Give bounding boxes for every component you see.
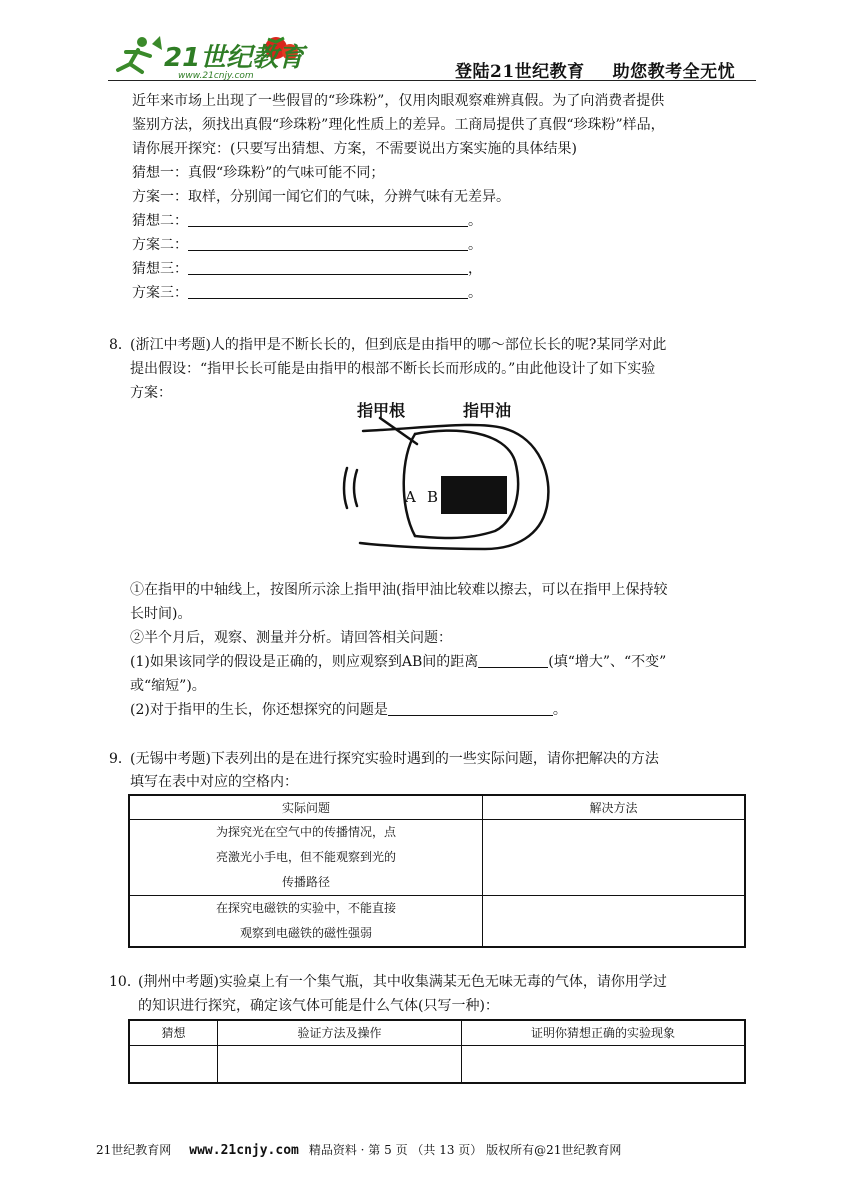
phenomenon-cell[interactable] xyxy=(462,1045,746,1083)
header-divider xyxy=(108,80,756,81)
header-slogan xyxy=(455,57,735,82)
q7-plan3: 方案三： 。 xyxy=(132,285,482,301)
svg-text:21世纪教育: 21世纪教育 xyxy=(164,43,305,73)
q8-sub2: (2)对于指甲的生长，你还想探究的问题是 。 xyxy=(130,702,567,718)
q8-line2: 提出假设：“指甲长长可能是由指甲的根部不断长长而形成的。”由此他设计了如下实验 xyxy=(130,361,656,377)
guess-cell[interactable] xyxy=(129,1045,218,1083)
table-header-row xyxy=(129,1020,745,1045)
q7-plan2: 方案二： 。 xyxy=(132,237,482,253)
question-blank[interactable] xyxy=(388,701,553,716)
q10-number: 10． xyxy=(109,974,141,990)
problem-cell-2: 在探究电磁铁的实验中，不能直接 观察到电磁铁的磁性强弱 xyxy=(129,895,483,947)
q8-step1a: ①在指甲的中轴线上，按图所示涂上指甲油(指甲油比较难以擦去，可以在指甲上保持较 xyxy=(130,582,668,598)
table-row xyxy=(129,819,745,895)
runner-icon xyxy=(118,37,150,72)
problem-cell-1: 为探究光在空气中的传播情况，点 亮激光小手电，但不能观察到光的 传播路径 xyxy=(129,819,483,895)
q8-step1b: 长时间)。 xyxy=(130,606,192,622)
footer-url[interactable]: www.21cnjy.com xyxy=(189,1143,299,1158)
label-nail-polish: 指甲油 xyxy=(463,401,512,420)
method-cell[interactable] xyxy=(218,1045,462,1083)
slogan-left: 登陆21世纪教育 xyxy=(455,62,585,82)
nail-polish-mark xyxy=(441,476,507,514)
ab-distance-blank[interactable] xyxy=(478,653,548,668)
header-problem: 实际问题 xyxy=(129,795,483,819)
q8-line1: (浙江中考题)人的指甲是不断长长的，但到底是由指甲的哪～部位长长的呢?某同学对此 xyxy=(130,337,667,353)
label-a: A xyxy=(405,488,416,506)
q7-guess1: 猜想一：真假“珍珠粉”的气味可能不同； xyxy=(132,165,385,181)
svg-text:www.21cnjy.com: www.21cnjy.com xyxy=(178,71,254,81)
q10-line1: (荆州中考题)实验桌上有一个集气瓶，其中收集满某无色无味无毒的气体，请你用学过 xyxy=(138,974,667,990)
q9-number: 9． xyxy=(109,751,132,767)
table-row xyxy=(129,895,745,947)
header-guess: 猜想 xyxy=(129,1020,218,1045)
plan3-blank[interactable] xyxy=(188,284,468,299)
q8-line3: 方案： xyxy=(130,385,172,401)
q7-line1: 近年来市场上出现了一些假冒的“珍珠粉”，仅用肉眼观察难辨真假。为了向消费者提供 xyxy=(132,93,665,109)
header-method: 验证方法及操作 xyxy=(218,1020,462,1045)
q7-line2: 鉴别方法，须找出真假“珍珠粉”理化性质上的差异。工商局提供了真假“珍珠粉”样品， xyxy=(132,117,665,133)
footer-site: 21世纪教育网 xyxy=(96,1143,172,1157)
q9-line2: 填写在表中对应的空格内： xyxy=(130,774,298,790)
q10-table xyxy=(128,1019,746,1084)
q8-step2: ②半个月后，观察、测量并分析。请回答相关问题： xyxy=(130,630,452,646)
q9-line1: (无锡中考题)下表列出的是在进行探究实验时遇到的一些实际问题，请你把解决的方法 xyxy=(130,751,659,767)
flag-icon xyxy=(152,36,162,50)
q8-sub1c: 或“缩短”)。 xyxy=(130,678,206,694)
logo-graphic xyxy=(108,30,308,86)
site-logo xyxy=(108,30,308,86)
fingernail-figure xyxy=(335,396,560,566)
q7-guess3: 猜想三： ， xyxy=(132,261,482,277)
header-solution: 解决方法 xyxy=(483,795,746,819)
q8-sub1: (1)如果该同学的假设是正确的，则应观察到AB间的距离 (填“增大”、“不变” xyxy=(130,654,667,670)
fingernail-diagram xyxy=(335,396,560,566)
q7-plan1: 方案一：取样，分别闻一闻它们的气味，分辨气味有无差异。 xyxy=(132,189,510,205)
header-phenomenon: 证明你猜想正确的实验现象 xyxy=(462,1020,746,1045)
table-header-row xyxy=(129,795,745,819)
q9-table xyxy=(128,794,746,948)
q8-number: 8． xyxy=(109,337,132,353)
slogan-right: 助您教考全无忧 xyxy=(612,62,736,82)
guess3-blank[interactable] xyxy=(188,260,468,275)
page-footer xyxy=(96,1141,621,1158)
plan2-blank[interactable] xyxy=(188,236,468,251)
table-row xyxy=(129,1045,745,1083)
label-nail-root: 指甲根 xyxy=(357,401,406,420)
guess2-blank[interactable] xyxy=(188,212,468,227)
solution-cell-1[interactable] xyxy=(483,819,746,895)
label-b: B xyxy=(427,488,439,506)
q7-guess2: 猜想二： 。 xyxy=(132,213,482,229)
solution-cell-2[interactable] xyxy=(483,895,746,947)
q7-line3: 请你展开探究：(只要写出猜想、方案，不需要说出方案实施的具体结果) xyxy=(132,141,577,157)
q10-line2: 的知识进行探究，确定该气体可能是什么气体(只写一种)： xyxy=(138,998,499,1014)
footer-info: 精品资料 · 第 5 页 （共 13 页） 版权所有@21世纪教育网 xyxy=(308,1143,622,1157)
